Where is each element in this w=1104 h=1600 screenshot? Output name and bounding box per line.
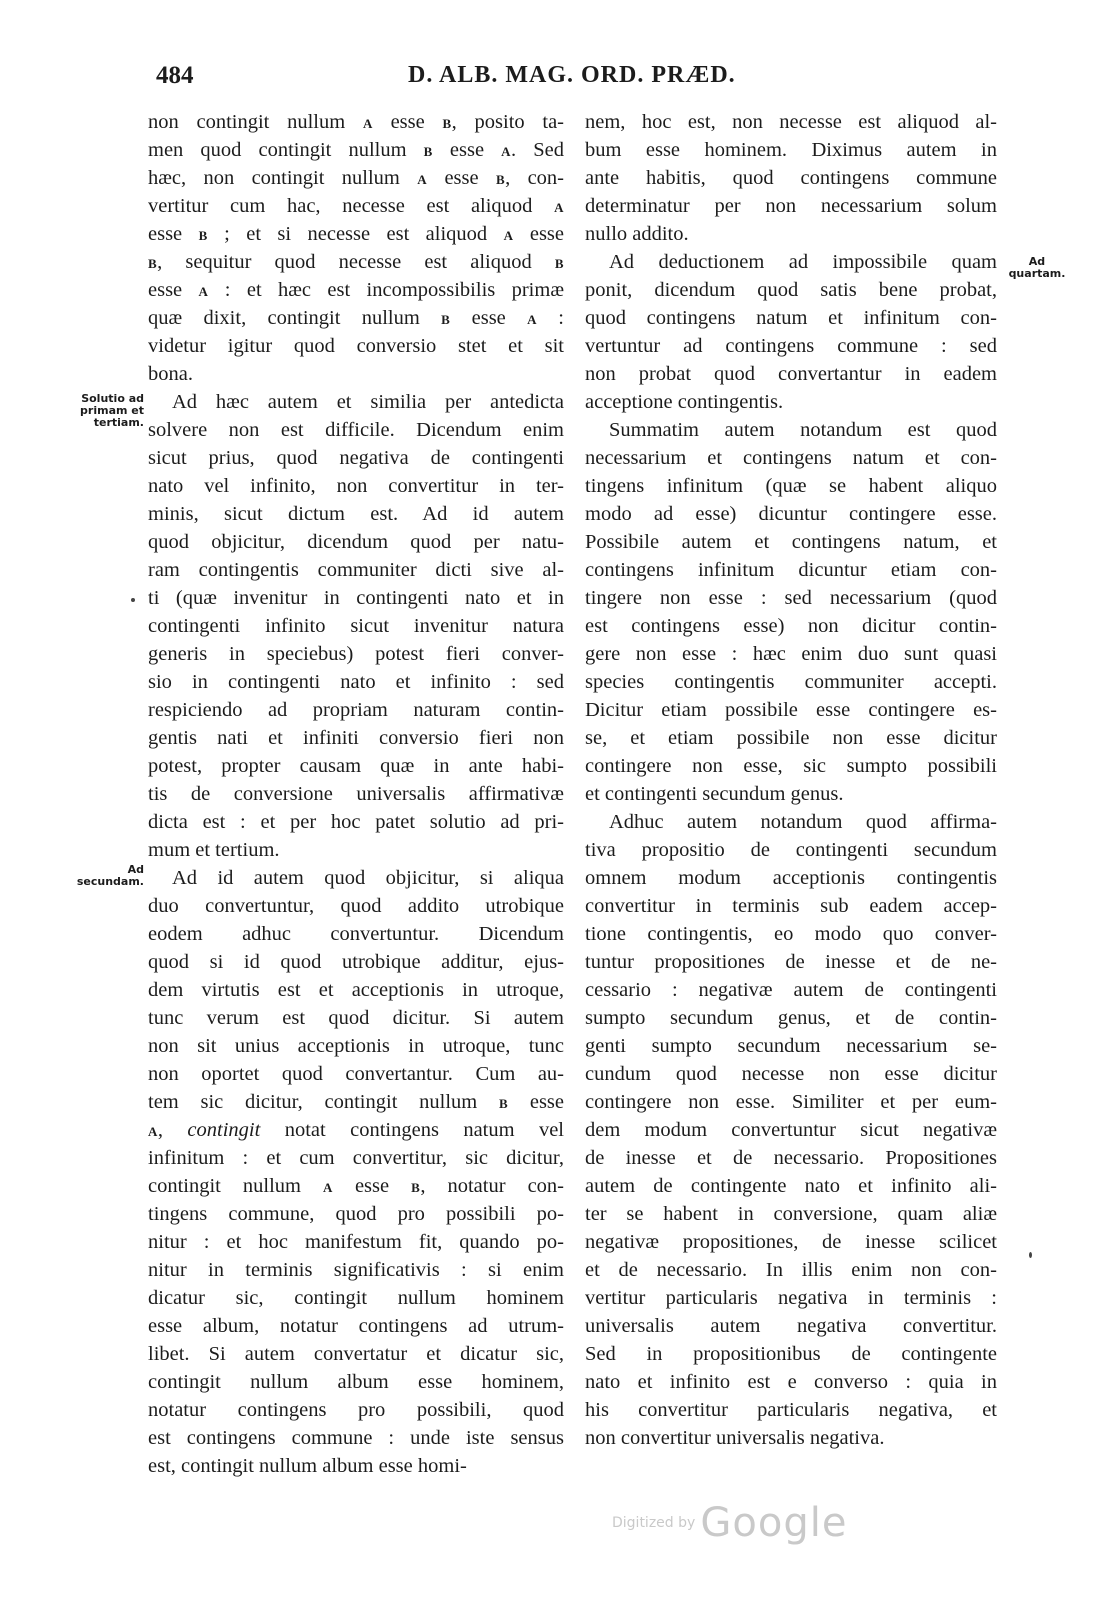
text-line: convertitur in terminis sub eadem accep- xyxy=(585,895,997,917)
text-line: Sed in propositionibus de contingente xyxy=(585,1343,997,1365)
text-line: Ad id autem quod objicitur, si aliqua xyxy=(172,867,564,889)
text-line: tingens infinitum (quæ se habent aliquo xyxy=(585,475,997,497)
text-line: autem de contingente nato et infinito ali- xyxy=(585,1175,997,1197)
text-line: nitur in terminis significativis : si enim xyxy=(148,1259,564,1281)
text-line: vertitur particularis negativa in terminis : xyxy=(585,1287,997,1309)
text-line: his convertitur particularis negativa, et xyxy=(585,1399,997,1421)
text-line: contingere non esse, sic sumpto possibili xyxy=(585,755,997,777)
text-line: esse album, notatur contingens ad utrum- xyxy=(148,1315,564,1337)
text-line: videtur igitur quod conversio stet et sit xyxy=(148,335,564,357)
text-line: se, et etiam possibile non esse dicitur xyxy=(585,727,997,749)
text-line: tingens commune, quod pro possibili po- xyxy=(148,1203,564,1225)
text-line: duo convertuntur, quod addito utrobique xyxy=(148,895,564,917)
text-line: infinitum : et cum convertitur, sic dicitur, xyxy=(148,1147,564,1169)
text-line: et de necessario. In illis enim non con- xyxy=(585,1259,997,1281)
text-line: dem virtutis est et acceptionis in utroque, xyxy=(148,979,564,1001)
text-line: Ad hæc autem et similia per antedicta xyxy=(172,391,564,413)
text-line: esse A : et hæc est incompossibilis primæ xyxy=(148,279,564,301)
text-line: quod si id quod utrobique additur, ejus- xyxy=(148,951,564,973)
running-header xyxy=(0,58,1104,98)
text-line: libet. Si autem convertatur et dicatur sic, xyxy=(148,1343,564,1365)
text-line: Summatim autem notandum est quod xyxy=(609,419,997,441)
text-line: dem modum convertuntur sicut negativæ xyxy=(585,1119,997,1141)
text-line: sio in contingenti nato et infinito : sed xyxy=(148,671,564,693)
text-line: minis, sicut dictum est. Ad id autem xyxy=(148,503,564,525)
text-line: tis de conversione universalis affirmativæ xyxy=(148,783,564,805)
text-line: tiva propositio de contingenti secundum xyxy=(585,839,997,861)
text-line: contingit nullum album esse hominem, xyxy=(148,1371,564,1393)
text-line: potest, propter causam quæ in ante habi- xyxy=(148,755,564,777)
text-line: non probat quod convertantur in eadem xyxy=(585,363,997,385)
text-line: contingens infinitum dicuntur etiam con- xyxy=(585,559,997,581)
text-line: dicatur sic, contingit nullum hominem xyxy=(148,1287,564,1309)
text-line: vertitur cum hac, necesse est aliquod A xyxy=(148,195,564,217)
text-line: negativæ propositiones, de inesse scilicet xyxy=(585,1231,997,1253)
text-line: ante habitis, quod contingens commune xyxy=(585,167,997,189)
text-line: esse B ; et si necesse est aliquod A esse xyxy=(148,223,565,245)
text-line: eodem adhuc convertuntur. Dicendum xyxy=(148,923,564,945)
text-line: bum esse hominem. Diximus autem in xyxy=(585,139,997,161)
text-line: species contingentis communiter accepti. xyxy=(585,671,997,693)
text-line: tione contingentis, eo modo quo conver- xyxy=(585,923,997,945)
text-line: respiciendo ad propriam naturam contin- xyxy=(148,699,564,721)
text-line: cessario : negativæ autem de contingenti xyxy=(585,979,997,1001)
text-line: vertuntur ad contingens commune : sed xyxy=(585,335,997,357)
text-line: notatur contingens pro possibili, quod xyxy=(148,1399,564,1421)
text-line: modo ad esse) dicuntur contingere esse. xyxy=(585,503,997,525)
text-line: cundum quod necesse non esse dicitur xyxy=(585,1063,997,1085)
marginal-note-solutio: Solutio ad primam et tertiam. xyxy=(80,392,144,429)
text-line: necessarium et contingens natum et con- xyxy=(585,447,997,469)
text-line: est contingens commune : unde iste sensus xyxy=(148,1427,564,1449)
text-line: ti (quæ invenitur in contingenti nato et in xyxy=(148,587,564,609)
text-line: ram contingentis communiter dicti sive al- xyxy=(148,559,564,581)
text-line: A, contingit notat contingens natum vel xyxy=(148,1119,564,1141)
text-line: tunc verum est quod dicitur. Si autem xyxy=(148,1007,564,1029)
text-line: non sit unius acceptionis in utroque, tunc xyxy=(148,1035,564,1057)
text-line: ponit, dicendum quod satis bene probat, xyxy=(585,279,997,301)
text-line: Dicitur etiam possibile esse contingere es- xyxy=(585,699,997,721)
text-line: mum et tertium. xyxy=(148,839,280,861)
text-line: ter se habent in conversione, quam aliæ xyxy=(585,1203,997,1225)
text-line: sicut prius, quod negativa de contingenti xyxy=(148,447,564,469)
text-line: contingenti infinito sicut invenitur natura xyxy=(148,615,564,637)
text-line: est contingens esse) non dicitur contin- xyxy=(585,615,997,637)
text-line: gentis nati et infiniti conversio fieri non xyxy=(148,727,564,749)
text-line: nitur : et hoc manifestum fit, quando po- xyxy=(148,1231,564,1253)
text-line: solvere non est difficile. Dicendum enim xyxy=(148,419,564,441)
marginal-note-ad-secundam: Ad secundam. xyxy=(76,863,144,888)
marginal-note-ad-quartam: Ad quartam. xyxy=(1008,255,1066,280)
text-line: B, sequitur quod necesse est aliquod B xyxy=(148,251,564,273)
text-line: bona. xyxy=(148,363,193,385)
text-line: Possibile autem et contingens natum, et xyxy=(585,531,997,553)
watermark-prefix: Digitized by xyxy=(612,1515,696,1531)
text-line: non convertitur universalis negativa. xyxy=(585,1427,885,1449)
digitized-watermark xyxy=(612,1500,848,1546)
text-line: nem, hoc est, non necesse est aliquod al- xyxy=(585,111,997,133)
text-line: determinatur per non necessarium solum xyxy=(585,195,997,217)
text-line: generis in speciebus) potest fieri conver- xyxy=(148,643,564,665)
text-line: nato vel infinito, non convertitur in ter- xyxy=(148,475,564,497)
text-line: et contingenti secundum genus. xyxy=(585,783,844,805)
running-title: D. ALB. MAG. ORD. PRÆD. xyxy=(408,62,736,88)
text-line: de inesse et de necessario. Propositiones xyxy=(585,1147,997,1169)
text-line: quod objicitur, dicendum quod per natu- xyxy=(148,531,564,553)
text-line: non oportet quod convertantur. Cum au- xyxy=(148,1063,564,1085)
text-line: gere non esse : hæc enim duo sunt quasi xyxy=(585,643,997,665)
ink-speck xyxy=(1029,1252,1032,1258)
left-text-column xyxy=(148,108,564,1480)
text-line: tem sic dicitur, contingit nullum B esse xyxy=(148,1091,565,1113)
text-line: Adhuc autem notandum quod affirma- xyxy=(609,811,997,833)
text-line: tuntur propositiones de inesse et de ne- xyxy=(585,951,997,973)
text-line: quæ dixit, contingit nullum B esse A : xyxy=(148,307,564,329)
text-line: contingit nullum A esse B, notatur con- xyxy=(148,1175,564,1197)
text-line: Ad deductionem ad impossibile quam xyxy=(609,251,997,273)
page-number: 484 xyxy=(156,62,194,89)
text-line: tingere non esse : sed necessarium (quod xyxy=(585,587,997,609)
text-line: men quod contingit nullum B esse A. Sed xyxy=(148,139,565,161)
google-logo: Google xyxy=(700,1500,848,1546)
text-line: sumpto secundum genus, et de contin- xyxy=(585,1007,997,1029)
text-line: genti sumpto secundum necessarium se- xyxy=(585,1035,997,1057)
text-line: universalis autem negativa convertitur. xyxy=(585,1315,997,1337)
text-line: dicta est : et per hoc patet solutio ad pri- xyxy=(148,811,564,833)
text-line: est, contingit nullum album esse homi- xyxy=(148,1455,467,1477)
text-line: hæc, non contingit nullum A esse B, con- xyxy=(148,167,564,189)
text-line: quod contingens natum et infinitum con- xyxy=(585,307,997,329)
ink-speck xyxy=(131,598,135,602)
text-line: contingere non esse. Similiter et per eum- xyxy=(585,1091,997,1113)
text-line: nullo addito. xyxy=(585,223,689,245)
text-line: omnem modum acceptionis contingentis xyxy=(585,867,997,889)
text-line: acceptione contingentis. xyxy=(585,391,784,413)
right-text-column xyxy=(585,108,997,1452)
text-line: non contingit nullum A esse B, posito ta- xyxy=(148,111,565,133)
text-line: nato et infinito est e converso : quia in xyxy=(585,1371,997,1393)
